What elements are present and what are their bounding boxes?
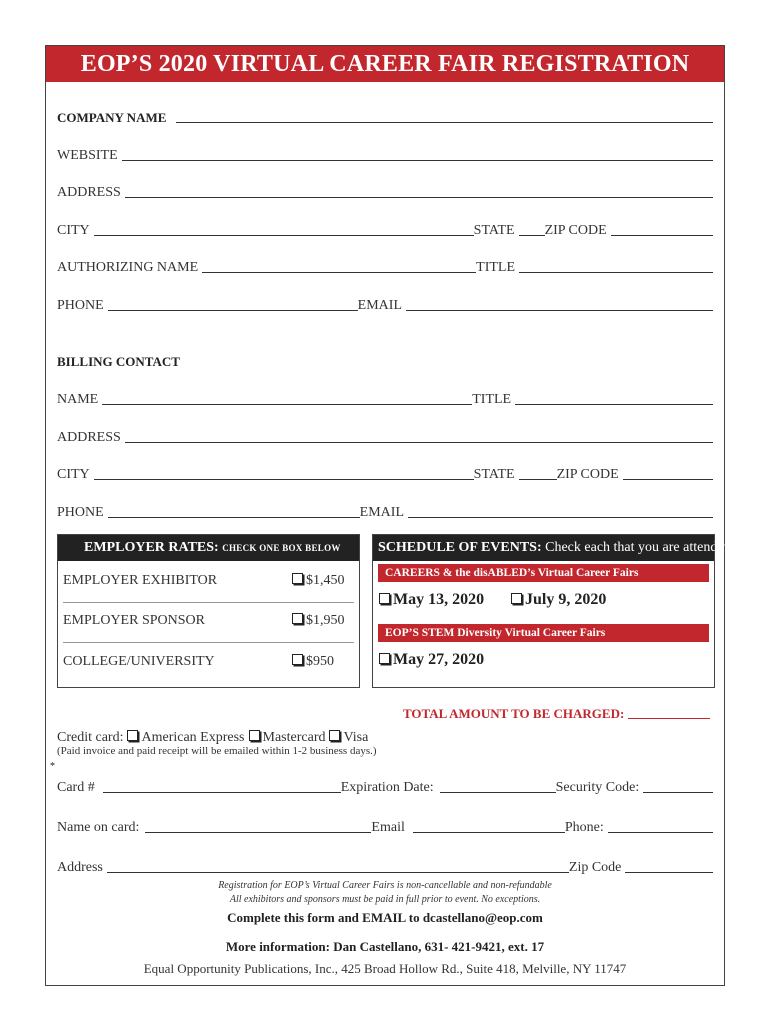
address-row (57, 181, 713, 201)
phone-field[interactable] (108, 309, 358, 311)
checkbox[interactable] (329, 730, 340, 741)
schedule-heading (373, 535, 736, 561)
billing-zip-label: ZIP CODE (556, 467, 619, 482)
expiration-label: Expiration Date: (340, 780, 434, 795)
billing-name-field[interactable] (102, 403, 472, 405)
policy-note-2: All exhibitors and sponsors must be paid in full prior to event. No exceptions. (229, 894, 541, 905)
billing-title-label: TITLE (472, 392, 512, 407)
rate-label: COLLEGE/UNIVERSITY (63, 654, 215, 669)
authorizing-name-label: AUTHORIZING NAME (57, 260, 199, 275)
payment-email-label: Email (371, 820, 405, 835)
checkbox[interactable] (249, 730, 260, 741)
billing-phone-field[interactable] (108, 516, 360, 518)
billing-address-field[interactable] (125, 441, 713, 443)
billing-state-label: STATE (473, 467, 515, 482)
card-option-amex[interactable]: American Express (127, 730, 248, 746)
receipt-note: (Paid invoice and paid receipt will be emailed within 1-2 business days.) (57, 745, 377, 757)
company-name-label: COMPANY NAME (57, 110, 167, 125)
state-field[interactable] (519, 234, 545, 236)
rate-option-exhibitor[interactable] (63, 570, 354, 592)
schedule-box (372, 534, 736, 688)
zip-field[interactable] (611, 234, 713, 236)
title-field[interactable] (519, 271, 713, 273)
billing-address-row (57, 426, 713, 446)
city-field[interactable] (94, 234, 474, 236)
card-option-mastercard[interactable]: Mastercard (249, 730, 330, 746)
rate-label: EMPLOYER SPONSOR (63, 613, 205, 628)
billing-email-field[interactable] (408, 516, 713, 518)
name-on-card-row (57, 816, 713, 836)
security-code-label: Security Code: (555, 780, 640, 795)
card-number-row (57, 776, 713, 796)
rate-option-college[interactable] (63, 651, 354, 673)
employer-rates-subtitle: CHECK ONE BOX BELOW (222, 543, 341, 553)
card-number-label: Card # (57, 780, 95, 795)
city-row (57, 219, 713, 239)
payment-address-field[interactable] (107, 871, 569, 873)
event-stem-diversity: EOP’S STEM Diversity Virtual Career Fairs (378, 624, 709, 642)
more-information: More information: Dan Castellano, 631- 421-9421, ext. 17 (225, 939, 545, 954)
rate-price: $1,450 (306, 573, 345, 588)
registration-form (45, 45, 736, 986)
name-on-card-field[interactable] (145, 831, 371, 833)
rate-option-sponsor[interactable] (63, 610, 354, 632)
company-name-field[interactable] (176, 121, 713, 123)
state-label: STATE (473, 223, 515, 238)
billing-city-field[interactable] (94, 478, 474, 480)
credit-card-label: Credit card: (57, 730, 124, 745)
rate-price: $1,950 (306, 613, 345, 628)
billing-heading: BILLING CONTACT (57, 354, 180, 369)
city-label: CITY (57, 223, 90, 238)
checkbox[interactable] (292, 613, 303, 624)
payment-email-field[interactable] (413, 831, 565, 833)
date-option-may-27[interactable] (379, 651, 484, 669)
event-careers-disabled: CAREERS & the disABLED’s Virtual Career Fairs (378, 564, 709, 582)
billing-city-row (57, 463, 713, 483)
address-field[interactable] (125, 196, 713, 198)
payment-address-row (57, 856, 713, 876)
billing-title-field[interactable] (515, 403, 713, 405)
phone-row (57, 294, 713, 314)
authorizing-name-field[interactable] (202, 271, 476, 273)
company-name-row (57, 106, 713, 126)
authorizing-row (57, 256, 713, 276)
employer-rates-title: EMPLOYER RATES: (84, 540, 219, 555)
billing-city-label: CITY (57, 467, 90, 482)
date-label: May 27, 2020 (393, 651, 485, 668)
billing-name-row (57, 388, 713, 408)
payment-phone-field[interactable] (608, 831, 713, 833)
title-label: TITLE (476, 260, 516, 275)
employer-rates-box (57, 534, 360, 688)
card-option-visa[interactable]: Visa (329, 730, 372, 746)
employer-rates-heading (58, 535, 359, 561)
security-code-field[interactable] (643, 791, 713, 793)
total-amount-row (403, 706, 710, 722)
name-on-card-label: Name on card: (57, 820, 140, 835)
policy-note-1: Registration for EOP’s Virtual Career Fairs is non-cancellable and non-refundable (218, 880, 552, 891)
billing-zip-field[interactable] (623, 478, 713, 480)
billing-address-label: ADDRESS (57, 430, 121, 445)
website-field[interactable] (122, 159, 713, 161)
billing-phone-label: PHONE (57, 505, 104, 520)
email-label: EMAIL (357, 298, 402, 313)
rate-price: $950 (306, 654, 334, 669)
card-number-field[interactable] (103, 791, 341, 793)
payment-zip-label: Zip Code (568, 860, 622, 875)
billing-email-label: EMAIL (359, 505, 404, 520)
total-amount-field[interactable] (628, 717, 710, 719)
zip-label: ZIP CODE (544, 223, 607, 238)
checkbox[interactable] (292, 654, 303, 665)
total-amount-label: TOTAL AMOUNT TO BE CHARGED: (403, 706, 625, 721)
checkbox[interactable] (379, 593, 390, 604)
checkbox[interactable] (292, 573, 303, 584)
credit-card-row (57, 726, 713, 746)
address-label: ADDRESS (57, 185, 121, 200)
date-label: May 13, 2020 (393, 591, 485, 608)
date-label: July 9, 2020 (525, 591, 607, 608)
billing-name-label: NAME (57, 392, 99, 407)
date-option-may-13[interactable] (379, 591, 484, 609)
asterisk: * (50, 761, 55, 772)
billing-state-field[interactable] (519, 478, 557, 480)
expiration-field[interactable] (440, 791, 556, 793)
website-row (57, 144, 713, 164)
schedule-title: SCHEDULE OF EVENTS: (378, 540, 542, 555)
rate-label: EMPLOYER EXHIBITOR (63, 573, 218, 588)
divider (63, 602, 354, 603)
publisher-address: Equal Opportunity Publications, Inc., 425 Broad Hollow Rd., Suite 418, Melville, NY 11747 (143, 961, 627, 976)
checkbox[interactable] (511, 593, 522, 604)
date-option-july-9[interactable] (511, 591, 606, 609)
checkbox[interactable] (379, 653, 390, 664)
billing-phone-row (57, 501, 713, 521)
form-title: EOP’S 2020 VIRTUAL CAREER FAIR REGISTRATION (46, 46, 724, 82)
payment-address-label: Address (57, 860, 103, 875)
email-field[interactable] (406, 309, 713, 311)
payment-zip-field[interactable] (625, 871, 713, 873)
checkbox[interactable] (127, 730, 138, 741)
phone-label: PHONE (57, 298, 104, 313)
payment-phone-label: Phone: (564, 820, 604, 835)
divider (63, 642, 354, 643)
email-instruction: Complete this form and EMAIL to dcastellano@eop.com (227, 910, 543, 925)
schedule-subtitle: Check each that you are attending (545, 540, 736, 555)
website-label: WEBSITE (57, 148, 118, 163)
